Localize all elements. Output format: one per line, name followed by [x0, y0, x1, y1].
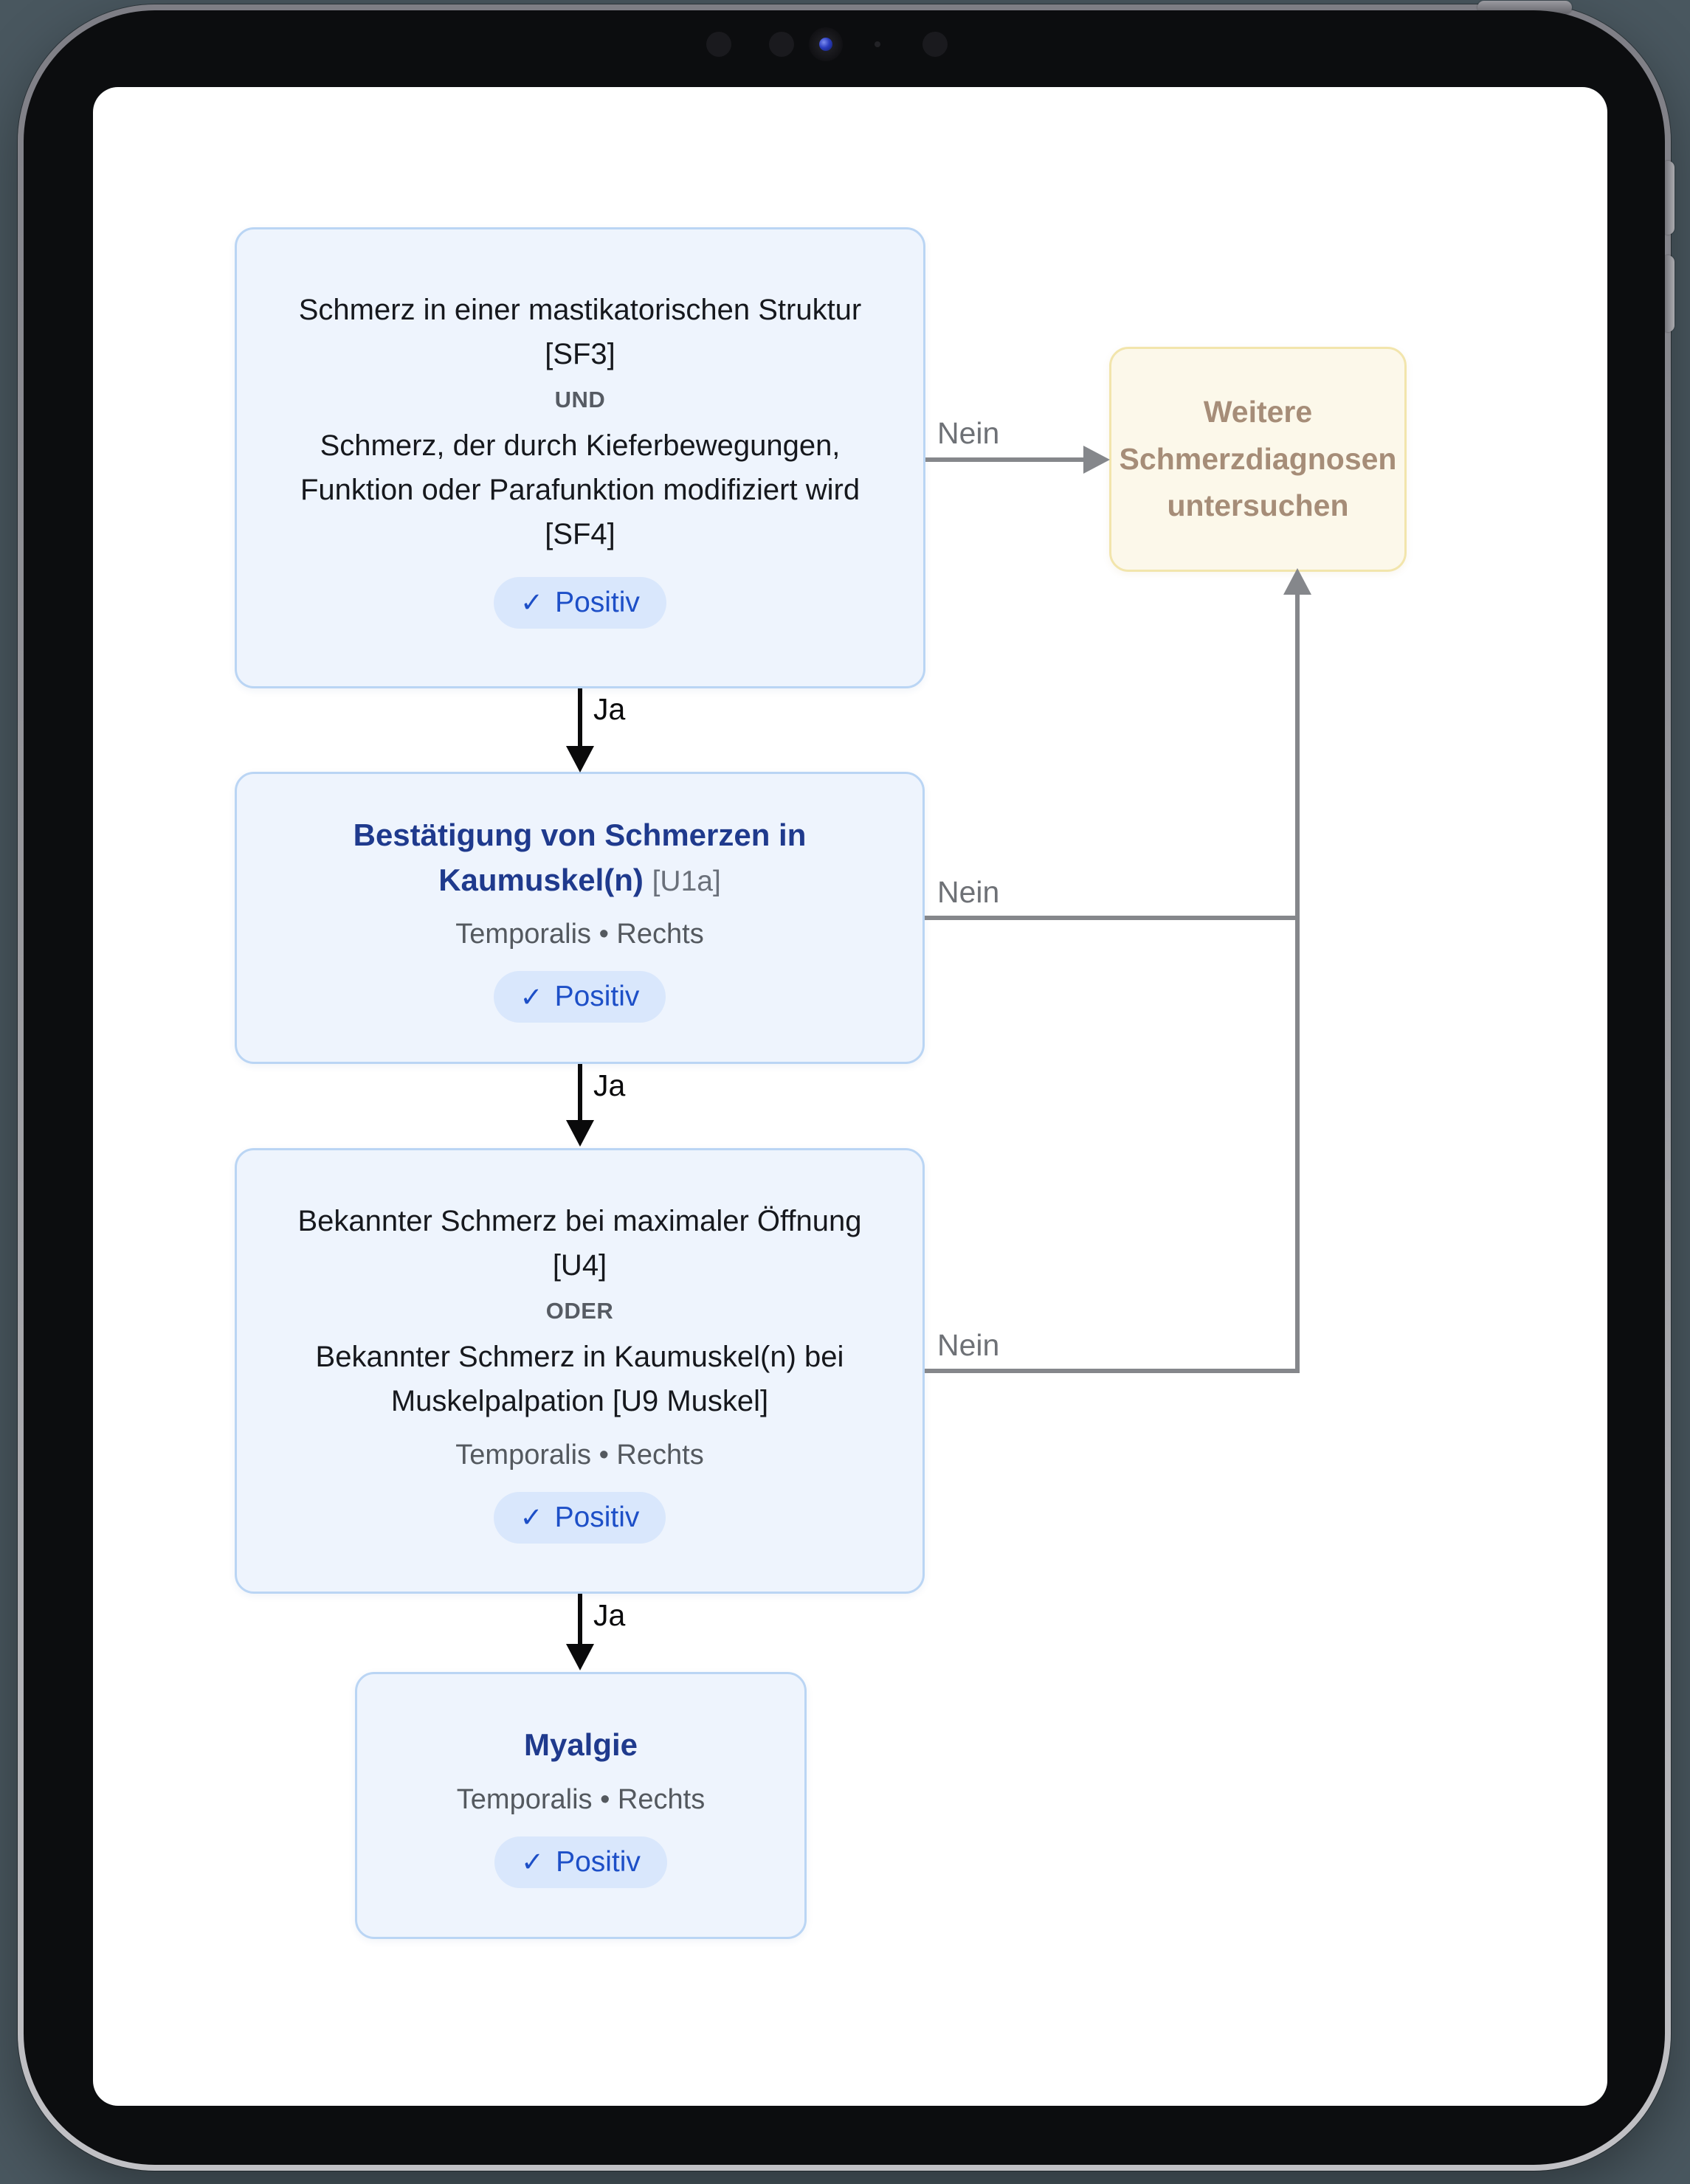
examination-operator: ODER — [545, 1297, 614, 1324]
status-badge-positive — [494, 971, 666, 1023]
status-badge-positive — [494, 577, 666, 629]
status-badge-label: Positiv — [554, 1501, 640, 1533]
edge-label-nein-2: Nein — [937, 875, 1000, 909]
flow-node-diagnosis-myalgie[interactable] — [355, 1672, 807, 1939]
arrowhead-down-icon — [566, 1120, 594, 1147]
edge-label-nein-3: Nein — [937, 1328, 1000, 1362]
flow-node-examination-criteria[interactable] — [235, 1148, 925, 1594]
confirmation-code: [U1a] — [652, 865, 721, 897]
front-camera-icon — [809, 27, 843, 61]
arrowhead-down-icon — [566, 746, 594, 773]
nein-connector-2 — [925, 916, 1300, 920]
status-badge-label: Positiv — [555, 586, 640, 618]
confirmation-title — [322, 813, 838, 903]
device-bezel — [24, 10, 1665, 2165]
sensor-dot-icon — [922, 32, 948, 57]
status-badge-label: Positiv — [554, 981, 640, 1013]
screening-line2: Schmerz, der durch Kieferbewegungen, Funktion oder Parafunktion modifiziert wird [SF4] — [300, 429, 860, 550]
nein-connector-3 — [925, 1369, 1300, 1373]
flow-node-screening-criteria[interactable] — [235, 227, 925, 688]
edge-label-nein-1: Nein — [937, 416, 1000, 450]
edge-label-ja-1: Ja — [593, 692, 626, 726]
ja-connector-3 — [578, 1594, 582, 1645]
flow-node-other-diagnoses[interactable] — [1109, 347, 1407, 572]
sensor-dot-icon — [706, 32, 731, 57]
ja-connector-2 — [578, 1064, 582, 1122]
arrowhead-down-icon — [566, 1644, 594, 1670]
status-badge-positive — [494, 1836, 667, 1888]
screening-operator: UND — [554, 386, 606, 412]
confirmation-title-text: Bestätigung von Schmerzen in Kaumuskel(n) — [353, 817, 807, 897]
checkmark-icon: ✓ — [520, 1502, 543, 1532]
status-badge-label: Positiv — [556, 1845, 641, 1878]
sensor-dot-icon — [769, 32, 794, 57]
other-diagnoses-label: Weitere Schmerzdiagnosen untersuchen — [1119, 395, 1397, 523]
checkmark-icon: ✓ — [520, 981, 543, 1012]
edge-label-ja-2: Ja — [593, 1068, 626, 1102]
examination-line2: Bekannter Schmerz in Kaumuskel(n) bei Muskelpalpation [U9 Muskel] — [315, 1340, 844, 1417]
nein-connector-vertical — [1295, 593, 1300, 1373]
diagnosis-title: Myalgie — [523, 1727, 638, 1763]
camera-lens-glint-icon — [819, 38, 832, 51]
app-screen — [93, 87, 1607, 2106]
screening-line1: Schmerz in einer mastikatorischen Struktur [SF3] — [298, 293, 862, 370]
examination-line1: Bekannter Schmerz bei maximaler Öffnung [U4] — [297, 1204, 862, 1282]
checkmark-icon: ✓ — [520, 587, 544, 618]
ipad-device-frame — [18, 4, 1671, 2171]
microphone-dot-icon — [875, 41, 880, 47]
diagnosis-subtitle: Temporalis • Rechts — [456, 1783, 706, 1815]
checkmark-icon: ✓ — [521, 1847, 545, 1878]
ja-connector-1 — [578, 688, 582, 747]
arrowhead-up-icon — [1283, 568, 1311, 595]
nein-connector-1 — [925, 457, 1083, 462]
edge-label-ja-3: Ja — [593, 1598, 626, 1632]
status-badge-positive — [494, 1492, 666, 1544]
arrowhead-right-icon — [1083, 446, 1110, 474]
examination-subtitle: Temporalis • Rechts — [455, 1439, 704, 1471]
flow-node-pain-confirmation[interactable] — [235, 772, 925, 1064]
confirmation-subtitle: Temporalis • Rechts — [455, 919, 704, 950]
